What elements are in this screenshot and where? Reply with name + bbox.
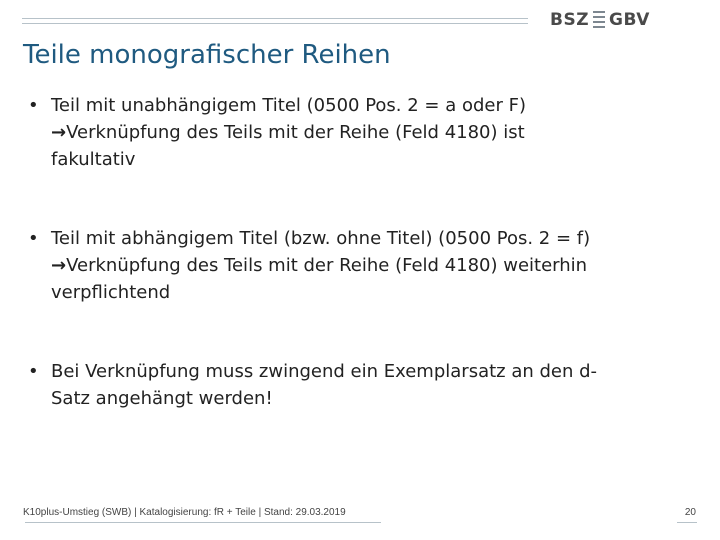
bullet-text: Teil mit abhängigem Titel (bzw. ohne Titel) (0500 Pos. 2 = f): [51, 228, 591, 249]
footer-text: K10plus-Umstieg (SWB) | Katalogisierung: fR + Teile | Stand: 29.03.2019: [23, 507, 346, 518]
slide-title: Teile monografischer Reihen: [23, 40, 391, 70]
bullet-text: Verknüpfung des Teils mit der Reihe (Feld 4180) ist: [66, 122, 525, 143]
bullet-text: fakultativ: [51, 149, 136, 170]
right-arrow-icon: →: [51, 122, 67, 143]
bullet-item: [28, 92, 708, 173]
page-number: 20: [684, 507, 696, 518]
bullet-text: Verknüpfung des Teils mit der Reihe (Feld 4180) weiterhin: [66, 255, 588, 276]
bullet-text: Teil mit unabhängigem Titel (0500 Pos. 2 = a oder F): [51, 95, 526, 116]
bsz-gbv-logo: [550, 7, 650, 33]
logo-text-gbv: GBV: [609, 10, 650, 30]
bullet-list: [28, 92, 708, 412]
bullet-text: Satz angehängt werden!: [51, 388, 273, 409]
bullet-item: [28, 225, 708, 306]
logo-mark-icon: [593, 10, 605, 30]
bullet-item: [28, 358, 708, 412]
page-number-divider: [677, 522, 697, 523]
bullet-text-continued: [51, 252, 708, 279]
logo-text-bsz: BSZ: [550, 10, 590, 30]
bullet-text: verpflichtend: [51, 282, 171, 303]
bullet-point-icon: •: [28, 228, 39, 249]
footer-divider: [25, 522, 381, 523]
bullet-text-continued: [51, 119, 708, 146]
header-rules: [22, 18, 528, 26]
right-arrow-icon: →: [51, 255, 67, 276]
bullet-text: Bei Verknüpfung muss zwingend ein Exemplarsatz an den d-: [51, 361, 598, 382]
bullet-point-icon: •: [28, 95, 39, 116]
bullet-point-icon: •: [28, 361, 39, 382]
